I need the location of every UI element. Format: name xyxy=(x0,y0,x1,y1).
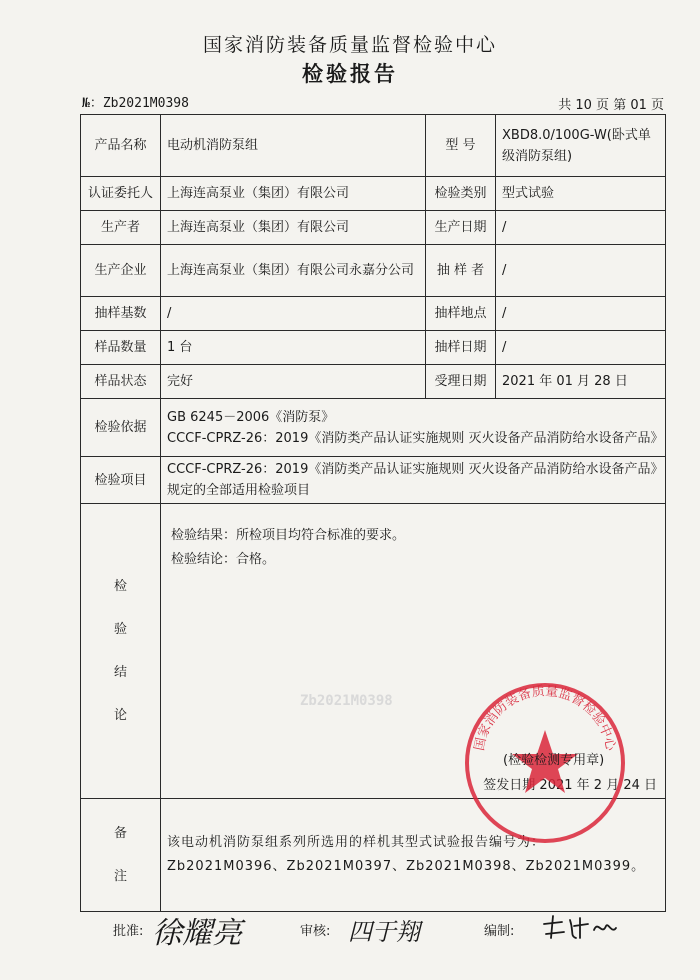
approve-label: 批准: xyxy=(113,924,144,939)
sampler-label: 抽 样 者 xyxy=(426,245,496,297)
inspection-result: 检验结果：所检项目均符合标准的要求。 xyxy=(171,528,406,543)
compile-signature-icon xyxy=(540,912,620,942)
enterprise-label: 生产企业 xyxy=(81,245,161,297)
items-value: CCCF-CPRZ-26：2019《消防类产品认证实施规则 灭火设备产品消防给水设备产品》规定的全部适用检验项目 xyxy=(161,457,666,504)
sample-date-value: / xyxy=(496,331,666,365)
accept-date-label: 受理日期 xyxy=(426,365,496,399)
items-label: 检验项目 xyxy=(81,457,161,504)
model-label: 型 号 xyxy=(426,115,496,177)
conclusion-char-4: 论 xyxy=(113,708,127,723)
sample-date-label: 抽样日期 xyxy=(426,331,496,365)
review-label: 审核: xyxy=(300,924,331,939)
prod-date-label: 生产日期 xyxy=(426,211,496,245)
watermark-report-number: Zb2021M0398 xyxy=(300,693,393,709)
row-items xyxy=(81,457,666,504)
manufacturer-value: 上海连高泵业（集团）有限公司 xyxy=(161,211,426,245)
row-manufacturer xyxy=(81,211,666,245)
basis-label: 检验依据 xyxy=(81,399,161,457)
product-name-value: 电动机消防泵组 xyxy=(161,115,426,177)
basis-line1: GB 6245－2006《消防泵》 xyxy=(167,409,335,425)
sampler-value: / xyxy=(496,245,666,297)
remarks-value: 该电动机消防泵组系列所选用的样机其型式试验报告编号为：Zb2021M0396、Zb2021M0397、Zb2021M0398、Zb2021M0399。 xyxy=(161,799,666,912)
report-number: №：Zb2021M0398 xyxy=(82,96,189,111)
sample-place-label: 抽样地点 xyxy=(426,297,496,331)
basis-value xyxy=(161,399,666,457)
conclusion-char-3: 结 xyxy=(113,665,127,680)
test-type-label: 检验类别 xyxy=(426,177,496,211)
row-basis xyxy=(81,399,666,457)
org-title: 国家消防装备质量监督检验中心 xyxy=(202,34,497,56)
sample-base-label: 抽样基数 xyxy=(81,297,161,331)
row-sample-state xyxy=(81,365,666,399)
approve-signature: 徐耀亮 xyxy=(152,916,242,951)
row-enterprise xyxy=(81,245,666,297)
conclusion-char-1: 检 xyxy=(113,579,127,594)
compile-label: 编制: xyxy=(484,924,515,939)
sample-state-value: 完好 xyxy=(161,365,426,399)
basis-line2: CCCF-CPRZ-26：2019《消防类产品认证实施规则 灭火设备产品消防给水设备产品》 xyxy=(167,430,664,446)
sample-qty-value: 1 台 xyxy=(161,331,426,365)
client-value: 上海连高泵业（集团）有限公司 xyxy=(161,177,426,211)
test-type-value: 型式试验 xyxy=(496,177,666,211)
stamp-arc-text: 国家消防装备质量监督检验中心 xyxy=(472,684,618,753)
report-title: 检验报告 xyxy=(302,62,398,86)
remarks-label xyxy=(81,799,161,912)
sample-state-label: 样品状态 xyxy=(81,365,161,399)
remarks-char-1: 备 xyxy=(113,826,127,841)
row-client xyxy=(81,177,666,211)
client-label: 认证委托人 xyxy=(81,177,161,211)
conclusion-char-2: 验 xyxy=(113,622,127,637)
manufacturer-label: 生产者 xyxy=(81,211,161,245)
remarks-char-2: 注 xyxy=(113,869,127,884)
row-product xyxy=(81,115,666,177)
prod-date-value: / xyxy=(496,211,666,245)
sample-qty-label: 样品数量 xyxy=(81,331,161,365)
conclusion-label xyxy=(81,504,161,799)
product-name-label: 产品名称 xyxy=(81,115,161,177)
row-sample-qty xyxy=(81,331,666,365)
stamp-note: (检验检测专用章) xyxy=(503,753,605,768)
enterprise-value: 上海连高泵业（集团）有限公司永嘉分公司 xyxy=(161,245,426,297)
sign-date: 签发日期 2021 年 2 月 24 日 xyxy=(483,778,657,793)
sample-base-value: / xyxy=(161,297,426,331)
review-signature: 四于翔 xyxy=(348,918,420,946)
accept-date-value: 2021 年 01 月 28 日 xyxy=(496,365,666,399)
model-value: XBD8.0/100G-W(卧式单级消防泵组) xyxy=(496,115,666,177)
row-sample-base xyxy=(81,297,666,331)
sample-place-value: / xyxy=(496,297,666,331)
page-info: 共 10 页 第 01 页 xyxy=(558,98,664,113)
inspection-verdict: 检验结论：合格。 xyxy=(171,552,276,567)
